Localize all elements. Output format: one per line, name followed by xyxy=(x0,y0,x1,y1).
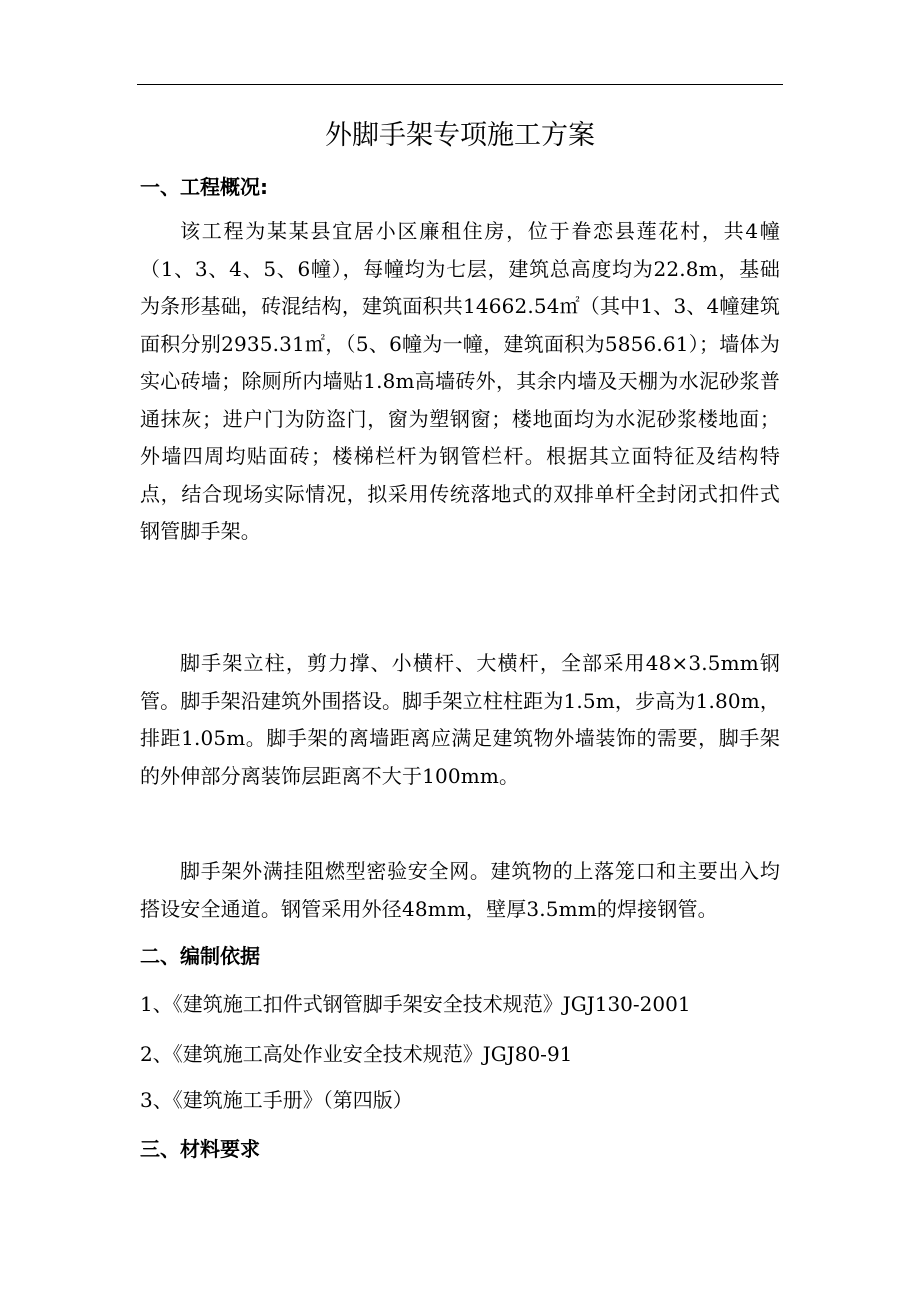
header-rule xyxy=(137,84,783,85)
section-heading-materials: 三、材料要求 xyxy=(140,1137,260,1161)
overview-paragraph-1: 该工程为某某县宜居小区廉租住房，位于眷恋县莲花村，共4幢（1、3、4、5、6幢），每幢均为七层，建筑总高度均为22.8m，基础为条形基础，砖混结构，建筑面积共14662.54㎡（其中1、3、4幢建筑面积分别2935.31㎡，（5、6幢为一幢，建筑面积为5856.61）；墙体为实心砖墙；除厕所内墙贴1.8m高墙砖外，其余内墙及天棚为水泥砂浆普通抹灰；进户门为防盗门，窗为塑钢窗；楼地面均为水泥砂浆楼地面；外墙四周均贴面砖；楼梯栏杆为钢管栏杆。根据其立面特征及结构特点，结合现场实际情况，拟采用传统落地式的双排单杆全封闭式扣件式钢管脚手架。 xyxy=(140,219,780,543)
reference-item: 2、《建筑施工高处作业安全技术规范》JGJ80-91 xyxy=(140,1042,573,1066)
document-title: 外脚手架专项施工方案 xyxy=(325,120,595,151)
overview-paragraph-2: 脚手架立柱，剪力撑、小横杆、大横杆，全部采用48×3.5mm钢管。脚手架沿建筑外围搭设。脚手架立柱柱距为1.5m，步高为1.80m，排距1.05m。脚手架的离墙距离应满足建筑物外墙装饰的需要，脚手架的外伸部分离装饰层距离不大于100mm。 xyxy=(140,651,780,788)
reference-item: 3、《建筑施工手册》（第四版） xyxy=(140,1088,413,1112)
section-heading-basis: 二、编制依据 xyxy=(140,944,260,968)
section-heading-overview: 一、工程概况: xyxy=(140,175,268,199)
reference-item: 1、《建筑施工扣件式钢管脚手架安全技术规范》JGJ130-2001 xyxy=(140,992,691,1016)
overview-paragraph-3: 脚手架外满挂阻燃型密验安全网。建筑物的上落笼口和主要出入均搭设安全通道。钢管采用外径48mm，壁厚3.5mm的焊接钢管。 xyxy=(140,859,780,921)
